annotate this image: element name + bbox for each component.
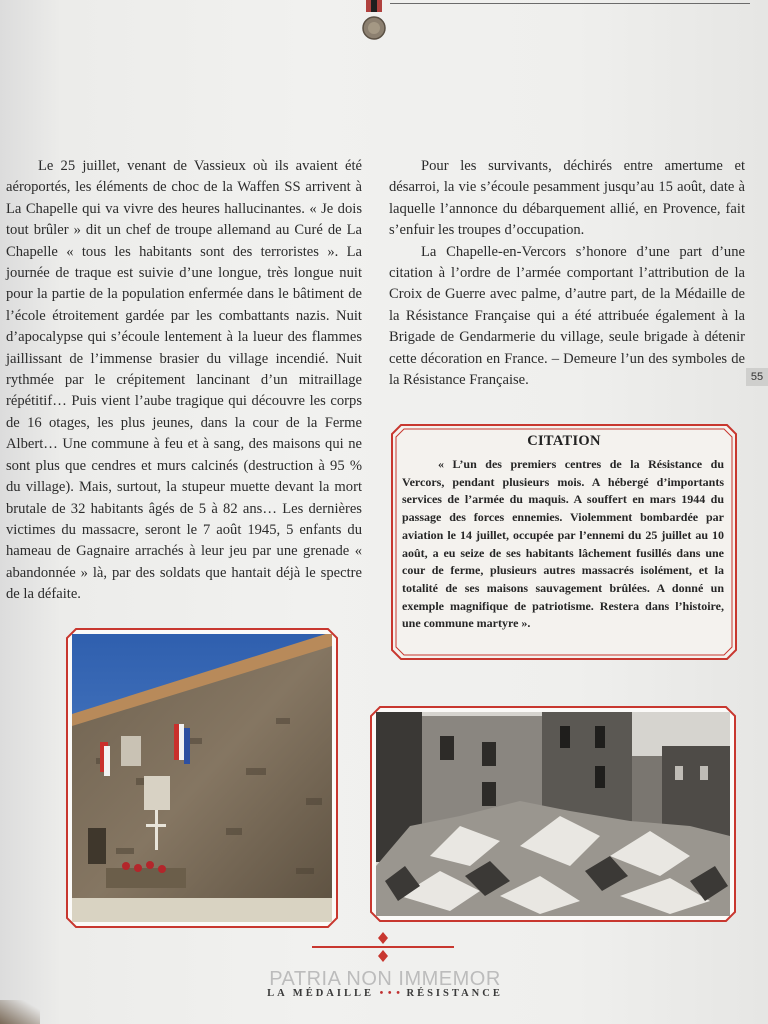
footer-title [210, 988, 560, 999]
footer-title-right: RÉSISTANCE [406, 988, 503, 999]
ornament-divider-icon [312, 930, 454, 966]
citation-box [391, 424, 737, 660]
ruins-photo [370, 706, 736, 922]
left-column [6, 156, 362, 606]
citation-title: CITATION [527, 433, 601, 449]
right-column [389, 156, 745, 391]
citation-text: « L’un des premiers centres de la Résistance du Vercors, pendant plusieurs mois. A hébergé d’importants services de l’armée du maquis. A souffert en mars 1944 du passage des forces ennemies. Violemment bombardée par aviation le 14 juillet, occupée par l’ennemi du 25 juillet au 10 août, a eu seize de ses habitants lâchement fusillés dans une cour de ferme, plusieurs autres massacrés isolément, et la totalité de ses maisons sauvagement brûlées. A donné un exemple magnifique de patriotisme. Restera dans l’histoire, une commune martyre ». [402, 457, 724, 631]
right-paragraph-2: La Chapelle-en-Vercors s’honore d’une part d’une citation à l’ordre de l’armée comportant l’attribution de la Croix de Guerre avec palme, d’autre part, de la Médaille de la Résistance Française qui a été attribuée également à la Brigade de Gendarmerie du village, seule brigade à détenir cette décoration en France. – Demeure l’un des symboles de la Résistance Française. [389, 243, 745, 389]
right-paragraph-1: Pour les survivants, déchirés entre amertume et désarroi, la vie s’écoule pesamment jusqu’au 15 août, date à laquelle l’annonce du débarquement allié, en Provence, fait s’enfuir les troupes d’occupation. [389, 158, 745, 239]
left-paragraph: Le 25 juillet, venant de Vassieux où ils avaient été aéroportés, les éléments de choc de la Waffen SS arrivent à La Chapelle qui va vivre des heures hallucinantes. « Je dois tout brûler » dit un chef de troupe allemand au Curé de La Chapelle « tous les habitants sont des terroristes ». La journée de traque est suivie d’une longue, très longue nuit pour la partie de la population enfermée dans le bâtiment de l’école étroitement gardée par les combattants nazis. Nuit d’apocalypse qui s’écoule lentement à la lueur des flammes jaillissant de l’immense brasier du village incendié. Nuit rythmée par le crépitement lancinant d’un mitraillage répétitif… Puis vient l’aube tragique qui découvre les corps de 16 otages, les plus jeunes, dans la cour de la Ferme Albert… Une commune à feu et à sang, des maisons qui ne sont plus que cendres et murs calcinés (destruction à 95 % du village). Mais, surtout, la stupeur muette devant la mort brutale de 32 habitants âgés de 5 à 82 ans… Les dernières victimes du massacre, seront le 7 août 1945, 5 enfants du hameau de Gagnaire arrachés à leur jeu par une grenade « abandonnée » là, par des soldats que hantait déjà le spectre de la défaite. [6, 158, 362, 603]
page-number: 55 [746, 368, 768, 386]
citation-body [402, 456, 724, 633]
top-rule [390, 3, 750, 4]
resistance-medal-icon [362, 0, 386, 40]
motto-watermark: PATRIA NON IMMEMOR [269, 968, 501, 990]
footer-title-separator: • • • [379, 988, 401, 999]
footer-title-left: LA MÉDAILLE [267, 988, 374, 999]
corner-shadow [0, 1000, 40, 1024]
village-wall-photo [66, 628, 338, 928]
